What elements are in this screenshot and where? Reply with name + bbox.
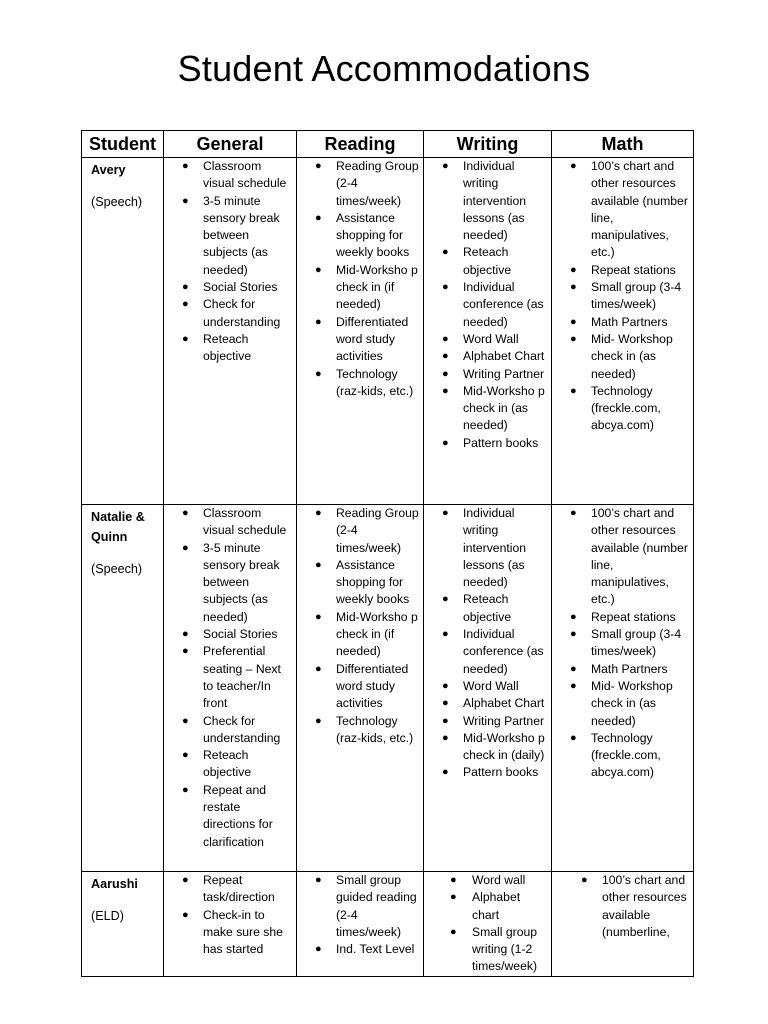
list-item [424,505,549,591]
bullet-icon: ● [442,507,449,519]
list-item [552,626,691,661]
list-item-text: Small group (3-4 times/week) [591,627,682,659]
list-item [164,158,294,193]
student-name: Natalie & Quinn [91,510,145,544]
student-cell [82,158,164,505]
bullet-icon: ● [315,714,322,727]
writing-list [424,158,551,452]
list-item [424,348,549,365]
list-item-text: Word wall [472,873,526,887]
general-list [164,158,296,366]
header-student: Student [82,131,164,158]
list-item [164,907,294,959]
list-item-text: Differentiated word study activities [336,314,409,364]
bullet-icon: ● [315,662,322,675]
list-item-text: Alphabet Chart [463,696,545,711]
bullet-icon: ● [442,628,449,641]
general-cell [164,505,297,872]
table-row [82,158,694,505]
list-item-text: Word Wall [463,331,519,346]
bullet-icon: ● [442,731,449,744]
bullet-icon: ● [182,541,189,554]
bullet-icon: ● [570,679,577,692]
bullet-icon: ● [182,908,189,921]
list-item-text: Technology (freckle.com, abcya.com) [591,383,661,433]
list-item [552,383,691,435]
reading-cell [297,158,424,505]
list-item-text: Small group guided reading (2-4 times/week) [336,873,417,939]
bullet-icon: ● [442,679,449,692]
list-item [424,695,549,712]
list-item-text: Classroom visual schedule [203,159,287,191]
general-cell [164,872,297,977]
bullet-icon: ● [182,281,189,294]
general-cell [164,158,297,505]
list-item [164,193,294,279]
list-item [424,924,549,976]
bullet-icon: ● [442,436,449,449]
list-item [164,713,294,748]
list-item-text: Reteach objective [463,592,512,624]
bullet-icon: ● [442,160,449,172]
header-row [82,131,694,158]
list-item-text: Assistance shopping for weekly books [336,557,410,607]
bullet-icon: ● [182,874,189,886]
bullet-icon: ● [570,281,577,294]
list-item [424,713,549,730]
list-item [164,540,294,626]
bullet-icon: ● [315,507,322,519]
student-service-type: (Speech) [91,195,143,209]
reading-cell [297,872,424,977]
bullet-icon: ● [442,697,449,710]
list-item-text: Check-in to make sure she has started [203,907,283,957]
list-item [424,626,549,678]
list-item [164,872,294,907]
list-item [164,782,294,851]
list-item [424,872,549,889]
list-item [164,643,294,712]
list-item-text: Technology (raz-kids, etc.) [336,366,414,398]
list-item-text: Differentiated word study activities [336,661,409,711]
list-item [552,262,691,279]
header-general: General [164,131,297,158]
list-item [164,747,294,782]
list-item-text: Small group writing (1-2 times/week) [472,924,538,974]
list-item [552,314,691,331]
list-item-text: Mid-Worksho p check in (daily) [463,730,545,763]
bullet-icon: ● [182,783,189,796]
bullet-icon: ● [570,263,577,276]
bullet-icon: ● [450,891,457,904]
list-item [164,331,294,366]
bullet-icon: ● [570,160,577,172]
list-item-text: Pattern books [463,435,539,450]
list-item-text: Individual conference (as needed) [463,280,544,329]
list-item-text: Reading Group (2-4 times/week) [336,159,419,208]
bullet-icon: ● [570,384,577,397]
bullet-icon: ● [570,731,577,744]
list-item [424,889,549,924]
list-item [424,591,549,626]
writing-list [424,505,551,782]
header-writing: Writing [424,131,552,158]
bullet-icon: ● [182,645,189,658]
list-item-text: Repeat and restate directions for clarification [203,782,273,849]
student-name: Avery [91,163,126,177]
list-item [424,764,549,781]
list-item-text: 100’s chart and other resources available (number line, manipulatives, etc.) [591,506,688,607]
writing-cell [424,505,552,872]
list-item [164,505,294,540]
list-item [424,279,549,331]
list-item [424,435,549,452]
list-item-text: Reading Group (2-4 times/week) [336,506,419,555]
list-item [424,678,549,695]
list-item-text: Pattern books [463,765,539,780]
bullet-icon: ● [450,925,457,938]
list-item-text: Writing Partner [463,713,545,728]
bullet-icon: ● [182,749,189,762]
list-item [297,366,421,401]
list-item-text: Individual writing intervention lessons (as needed) [463,159,527,243]
list-item-text: Small group (3-4 times/week) [591,280,682,312]
bullet-icon: ● [182,298,189,311]
math-cell [552,505,694,872]
list-item-text: Alphabet Chart [463,349,545,364]
list-item-text: Check for understanding [203,297,281,329]
list-item-text: Writing Partner [463,366,545,381]
list-item [164,626,294,643]
bullet-icon: ● [442,766,449,779]
header-math: Math [552,131,694,158]
list-item [424,730,549,765]
list-item [297,314,421,366]
list-item-text: Alphabet chart [472,890,521,922]
general-list [164,872,296,958]
list-item-text: Math Partners [591,661,668,676]
list-item-text: Ind. Text Level [336,942,415,957]
math-list [552,158,693,435]
list-item [424,244,549,279]
list-item-text: Reteach objective [463,245,512,277]
list-item [297,713,421,748]
bullet-icon: ● [182,194,189,207]
reading-list [297,505,423,747]
student-cell [82,872,164,977]
list-item-text: Mid-Worksho p check in (if needed) [336,609,418,659]
bullet-icon: ● [450,874,457,886]
list-item-text: Assistance shopping for weekly books [336,210,410,260]
bullet-icon: ● [315,315,322,328]
list-item-text: Math Partners [591,314,668,329]
list-item [164,296,294,331]
list-item [297,941,421,958]
list-item-text: Mid- Workshop check in (as needed) [591,678,673,728]
list-item-text: Mid- Workshop check in (as needed) [591,331,673,381]
list-item [297,262,421,314]
list-item [297,661,421,713]
student-name: Aarushi [91,877,138,891]
list-item [552,730,691,782]
math-list [552,872,693,941]
writing-list [424,872,551,976]
list-item-text: 100’s chart and other resources available (numberline, [602,873,687,939]
list-item [297,505,421,557]
list-item [424,366,549,383]
bullet-icon: ● [442,350,449,363]
list-item [297,872,421,941]
list-item [424,331,549,348]
list-item-text: Preferential seating – Next to teacher/In front [203,644,281,711]
bullet-icon: ● [570,507,577,519]
bullet-icon: ● [315,367,322,380]
list-item-text: Technology (freckle.com, abcya.com) [591,730,661,780]
bullet-icon: ● [315,263,322,276]
bullet-icon: ● [581,874,588,886]
list-item-text: Mid-Worksho p check in (if needed) [336,262,418,312]
list-item-text: Classroom visual schedule [203,506,287,538]
bullet-icon: ● [182,332,189,345]
math-list [552,505,693,782]
student-service-type: (ELD) [91,909,124,923]
bullet-icon: ● [570,610,577,623]
list-item [297,557,421,609]
list-item [552,661,691,678]
reading-cell [297,505,424,872]
general-list [164,505,296,851]
list-item [164,279,294,296]
list-item-text: 3-5 minute sensory break between subjects (as needed) [203,540,280,624]
bullet-icon: ● [442,593,449,606]
list-item-text: Word Wall [463,678,519,693]
bullet-icon: ● [315,558,322,571]
bullet-icon: ● [182,714,189,727]
bullet-icon: ● [315,874,322,886]
list-item [552,331,691,383]
accommodations-table [81,130,694,977]
list-item-text: Mid-Worksho p check in (as needed) [463,383,545,433]
list-item-text: Individual writing intervention lessons (as needed) [463,506,527,590]
list-item-text: Individual conference (as needed) [463,627,544,676]
list-item-text: Social Stories [203,627,278,642]
page-title: Student Accommodations [177,48,591,89]
list-item-text: Repeat task/direction [203,873,275,905]
bullet-icon: ● [315,943,322,956]
table-row [82,872,694,977]
bullet-icon: ● [315,211,322,224]
math-cell [552,872,694,977]
list-item [552,279,691,314]
list-item [552,505,691,609]
bullet-icon: ● [442,714,449,727]
list-item-text: Repeat stations [591,609,676,624]
student-cell [82,505,164,872]
bullet-icon: ● [315,160,322,172]
bullet-icon: ● [570,315,577,328]
list-item-text: 100’s chart and other resources available (number line, manipulatives, etc.) [591,159,688,260]
student-service-type: (Speech) [91,562,143,576]
list-item [424,383,549,435]
list-item [297,158,421,210]
bullet-icon: ● [182,160,189,172]
bullet-icon: ● [442,281,449,294]
list-item [424,158,549,244]
bullet-icon: ● [315,610,322,623]
list-item [552,609,691,626]
reading-list [297,872,423,958]
reading-list [297,158,423,400]
bullet-icon: ● [442,332,449,345]
list-item-text: Check for understanding [203,713,281,745]
math-cell [552,158,694,505]
bullet-icon: ● [442,367,449,380]
bullet-icon: ● [182,507,189,519]
list-item [552,872,691,941]
list-item-text: Social Stories [203,280,278,295]
bullet-icon: ● [570,628,577,641]
bullet-icon: ● [570,332,577,345]
bullet-icon: ● [442,246,449,259]
writing-cell [424,158,552,505]
list-item [297,609,421,661]
list-item-text: Reteach objective [203,331,252,364]
header-reading: Reading [297,131,424,158]
list-item-text: Technology (raz-kids, etc.) [336,713,414,745]
list-item-text: 3-5 minute sensory break between subjects (as needed) [203,193,280,277]
list-item [552,158,691,262]
bullet-icon: ● [442,384,449,397]
list-item [552,678,691,730]
table-row [82,505,694,872]
writing-cell [424,872,552,977]
list-item-text: Reteach objective [203,748,252,780]
bullet-icon: ● [182,628,189,641]
list-item-text: Repeat stations [591,262,676,277]
bullet-icon: ● [570,662,577,675]
list-item [297,210,421,262]
